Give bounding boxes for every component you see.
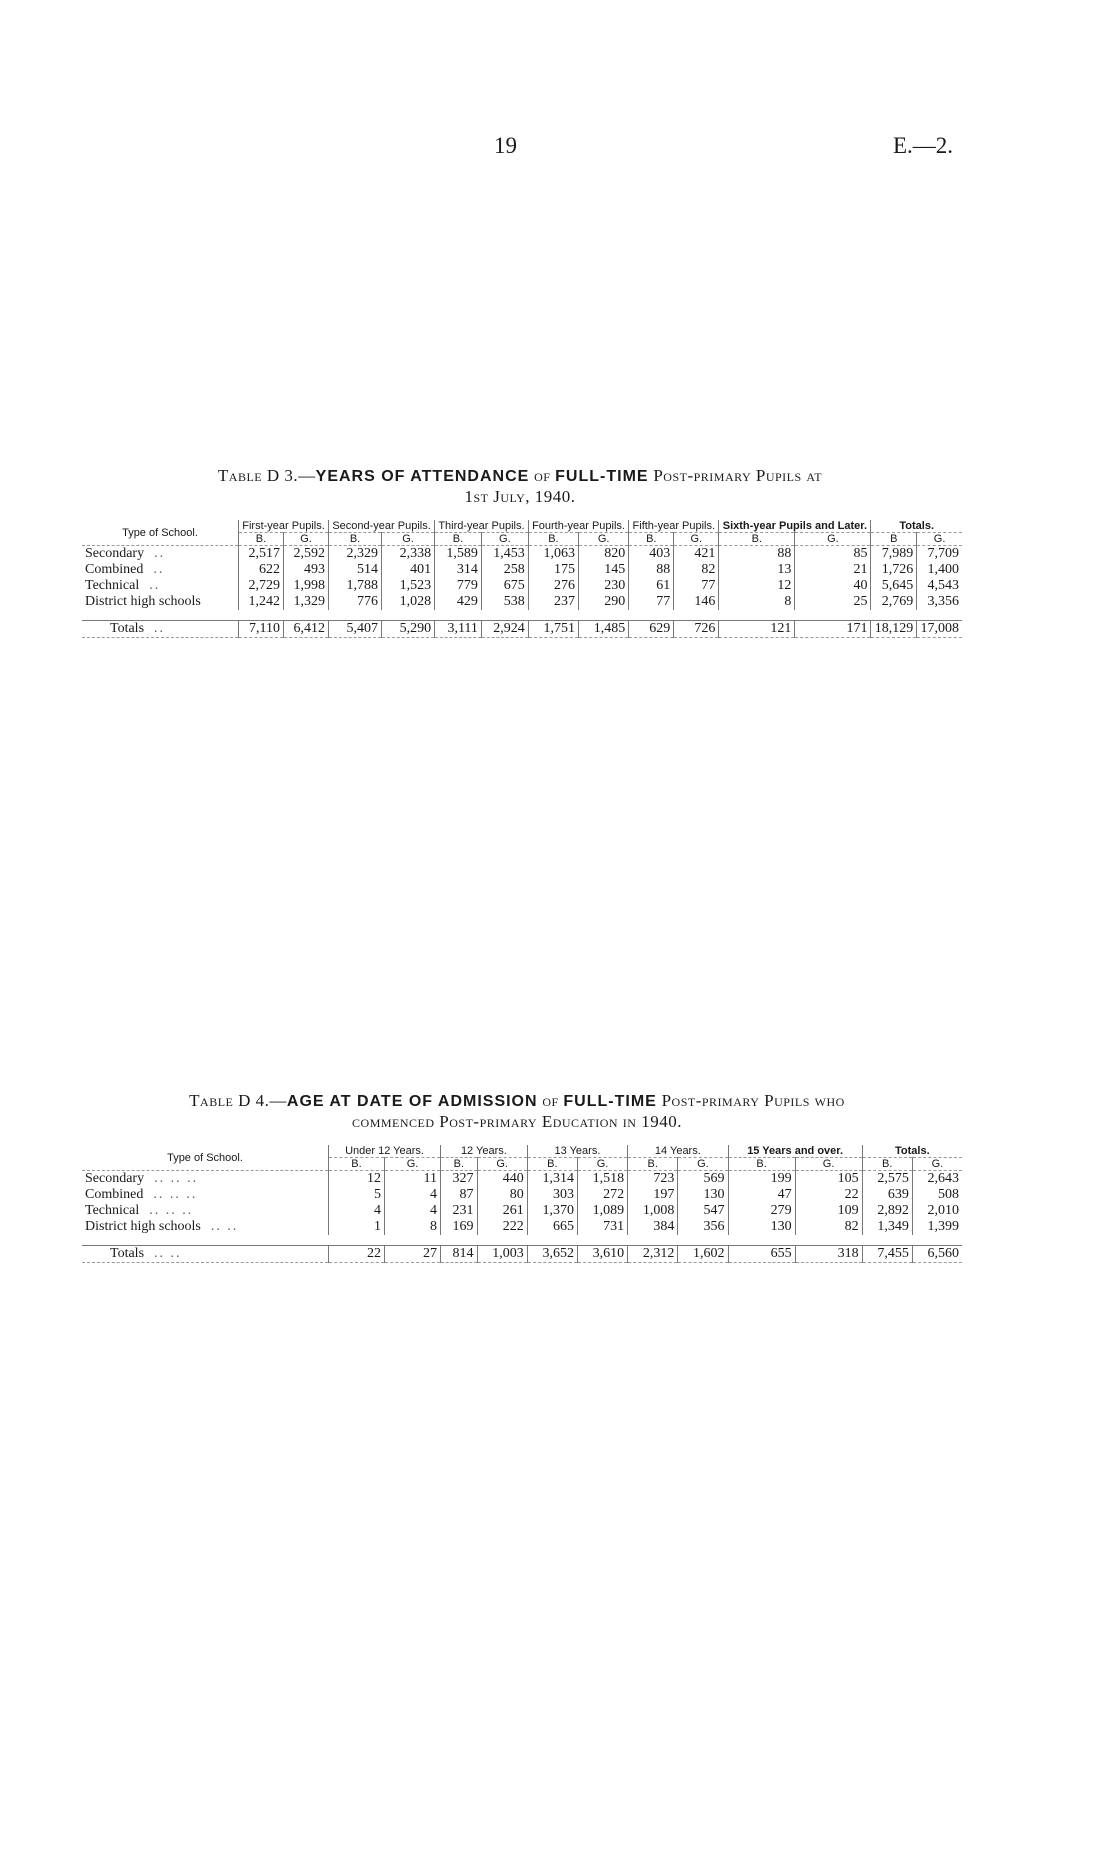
value-cell: 88 — [719, 546, 795, 563]
table-row — [82, 594, 962, 610]
value-cell: 7,709 — [917, 546, 962, 563]
group-header: 15 Years and over. — [728, 1145, 862, 1158]
value-cell: 814 — [441, 1246, 478, 1263]
value-cell: 77 — [629, 594, 674, 610]
title-line2: commenced Post-primary Education in 1940. — [352, 1112, 682, 1131]
value-cell: 1 — [329, 1219, 385, 1235]
sub-header-g: G. — [795, 533, 871, 546]
page-reference: E.—2. — [893, 133, 954, 158]
value-cell: 2,338 — [382, 546, 435, 563]
value-cell: 8 — [385, 1219, 441, 1235]
value-cell: 2,312 — [628, 1246, 678, 1263]
sub-header-g: G. — [917, 533, 962, 546]
sub-header-g: G. — [477, 1158, 527, 1171]
table-d3 — [82, 520, 962, 638]
sub-header-b: B. — [527, 1158, 577, 1171]
group-header: Totals. — [862, 1145, 962, 1158]
group-header: First-year Pupils. — [239, 520, 329, 533]
group-header: 12 Years. — [441, 1145, 528, 1158]
table-row — [82, 562, 962, 578]
table-d4-title — [82, 1091, 952, 1132]
value-cell: 622 — [239, 562, 284, 578]
value-cell: 356 — [678, 1219, 728, 1235]
value-cell: 7,455 — [862, 1246, 912, 1263]
value-cell: 384 — [628, 1219, 678, 1235]
value-cell: 4 — [329, 1203, 385, 1219]
value-cell: 105 — [795, 1171, 862, 1188]
value-cell: 199 — [728, 1171, 795, 1188]
type-of-school-header: Type of School. — [82, 1145, 329, 1171]
row-label-cell — [82, 1171, 329, 1188]
value-cell: 401 — [382, 562, 435, 578]
value-cell: 2,769 — [871, 594, 917, 610]
value-cell: 130 — [728, 1219, 795, 1235]
title-rest: Post-primary Pupils at — [653, 466, 823, 485]
value-cell: 87 — [441, 1187, 478, 1203]
value-cell: 169 — [441, 1219, 478, 1235]
value-cell: 272 — [577, 1187, 627, 1203]
value-cell: 22 — [329, 1246, 385, 1263]
group-header: 14 Years. — [628, 1145, 728, 1158]
value-cell: 17,008 — [917, 621, 962, 638]
value-cell: 6,412 — [284, 621, 329, 638]
row-label-cell — [82, 1219, 329, 1235]
value-cell: 1,998 — [284, 578, 329, 594]
row-label: Combined — [85, 562, 144, 577]
value-cell: 1,589 — [435, 546, 482, 563]
group-header: 13 Years. — [527, 1145, 627, 1158]
title-prefix: Table D 4.— — [189, 1091, 287, 1110]
value-cell: 27 — [385, 1246, 441, 1263]
value-cell: 1,370 — [527, 1203, 577, 1219]
group-header: Sixth-year Pupils and Later. — [719, 520, 871, 533]
value-cell: 1,314 — [527, 1171, 577, 1188]
value-cell: 1,726 — [871, 562, 917, 578]
value-cell: 723 — [628, 1171, 678, 1188]
value-cell: 11 — [385, 1171, 441, 1188]
value-cell: 1,602 — [678, 1246, 728, 1263]
table-row — [82, 1219, 962, 1235]
table-d4-body — [82, 1171, 962, 1263]
value-cell: 222 — [477, 1219, 527, 1235]
value-cell: 175 — [528, 562, 578, 578]
value-cell: 130 — [678, 1187, 728, 1203]
value-cell: 4,543 — [917, 578, 962, 594]
row-label: Totals — [110, 1246, 145, 1261]
value-cell: 327 — [441, 1171, 478, 1188]
value-cell: 279 — [728, 1203, 795, 1219]
value-cell: 1,400 — [917, 562, 962, 578]
value-cell: 2,592 — [284, 546, 329, 563]
row-label: Totals — [110, 621, 145, 636]
title-bold: YEARS OF ATTENDANCE — [315, 468, 530, 485]
row-label: Combined — [85, 1187, 144, 1202]
sub-header-g: G. — [382, 533, 435, 546]
leader-dots: .. .. .. — [154, 1171, 199, 1186]
value-cell: 4 — [385, 1187, 441, 1203]
sub-header-b: B. — [441, 1158, 478, 1171]
leader-dots: .. — [153, 562, 165, 577]
value-cell: 109 — [795, 1203, 862, 1219]
sub-header-b: B. — [628, 1158, 678, 1171]
value-cell: 547 — [678, 1203, 728, 1219]
value-cell: 22 — [795, 1187, 862, 1203]
spacer-row — [82, 1235, 962, 1246]
sub-header-b: B. — [329, 533, 382, 546]
value-cell: 655 — [728, 1246, 795, 1263]
sub-header-b: B. — [862, 1158, 912, 1171]
value-cell: 403 — [629, 546, 674, 563]
value-cell: 2,575 — [862, 1171, 912, 1188]
value-cell: 145 — [579, 562, 629, 578]
value-cell: 2,924 — [481, 621, 528, 638]
value-cell: 2,729 — [239, 578, 284, 594]
row-label-cell — [82, 1203, 329, 1219]
group-header: Totals. — [871, 520, 962, 533]
value-cell: 776 — [329, 594, 382, 610]
leader-dots: .. — [154, 546, 166, 561]
sub-header-g: G. — [795, 1158, 862, 1171]
sub-header-b: B. — [629, 533, 674, 546]
row-label-cell — [82, 1187, 329, 1203]
page-number: 19 — [494, 133, 517, 158]
value-cell: 639 — [862, 1187, 912, 1203]
value-cell: 2,010 — [912, 1203, 962, 1219]
group-header: Fourth-year Pupils. — [528, 520, 629, 533]
title-bold: AGE AT DATE OF ADMISSION — [286, 1093, 538, 1110]
value-cell: 121 — [719, 621, 795, 638]
value-cell: 569 — [678, 1171, 728, 1188]
value-cell: 290 — [579, 594, 629, 610]
sub-header-g: G. — [674, 533, 719, 546]
row-label-cell — [82, 621, 239, 638]
sub-header-b: B. — [435, 533, 482, 546]
value-cell: 1,003 — [477, 1246, 527, 1263]
value-cell: 1,349 — [862, 1219, 912, 1235]
value-cell: 514 — [329, 562, 382, 578]
value-cell: 40 — [795, 578, 871, 594]
value-cell: 440 — [477, 1171, 527, 1188]
value-cell: 779 — [435, 578, 482, 594]
value-cell: 261 — [477, 1203, 527, 1219]
value-cell: 726 — [674, 621, 719, 638]
value-cell: 3,111 — [435, 621, 482, 638]
sub-header-g: G. — [579, 533, 629, 546]
row-label-cell — [82, 594, 239, 610]
value-cell: 80 — [477, 1187, 527, 1203]
table-row — [82, 1171, 962, 1188]
table-row — [82, 578, 962, 594]
value-cell: 7,989 — [871, 546, 917, 563]
row-label-cell — [82, 1246, 329, 1263]
group-header: Under 12 Years. — [329, 1145, 441, 1158]
value-cell: 1,008 — [628, 1203, 678, 1219]
sub-header-g: G. — [577, 1158, 627, 1171]
value-cell: 230 — [579, 578, 629, 594]
value-cell: 1,523 — [382, 578, 435, 594]
value-cell: 1,453 — [481, 546, 528, 563]
value-cell: 77 — [674, 578, 719, 594]
value-cell: 3,652 — [527, 1246, 577, 1263]
row-label-cell — [82, 562, 239, 578]
group-header: Second-year Pupils. — [329, 520, 435, 533]
value-cell: 5,645 — [871, 578, 917, 594]
value-cell: 82 — [795, 1219, 862, 1235]
value-cell: 314 — [435, 562, 482, 578]
sub-header-b: B. — [719, 533, 795, 546]
leader-dots: .. .. .. — [149, 1203, 194, 1218]
leader-dots: .. — [154, 621, 166, 636]
group-header: Third-year Pupils. — [435, 520, 529, 533]
title-prefix: Table D 3.— — [217, 466, 316, 485]
value-cell: 1,485 — [579, 621, 629, 638]
title-bold: FULL-TIME — [555, 468, 649, 485]
value-cell: 276 — [528, 578, 578, 594]
row-label: Technical — [85, 578, 140, 593]
value-cell: 429 — [435, 594, 482, 610]
value-cell: 258 — [481, 562, 528, 578]
value-cell: 1,063 — [528, 546, 578, 563]
row-label-cell — [82, 546, 239, 563]
value-cell: 1,518 — [577, 1171, 627, 1188]
value-cell: 3,610 — [577, 1246, 627, 1263]
title-line2: 1st July, 1940. — [464, 487, 576, 506]
leader-dots: .. .. — [210, 1219, 239, 1234]
sub-header-g: G. — [284, 533, 329, 546]
sub-header-g: G. — [385, 1158, 441, 1171]
value-cell: 25 — [795, 594, 871, 610]
value-cell: 47 — [728, 1187, 795, 1203]
value-cell: 61 — [629, 578, 674, 594]
table-d4 — [82, 1145, 962, 1263]
value-cell: 82 — [674, 562, 719, 578]
value-cell: 1,242 — [239, 594, 284, 610]
value-cell: 85 — [795, 546, 871, 563]
value-cell: 3,356 — [917, 594, 962, 610]
value-cell: 629 — [629, 621, 674, 638]
value-cell: 8 — [719, 594, 795, 610]
group-header: Fifth-year Pupils. — [629, 520, 719, 533]
value-cell: 2,329 — [329, 546, 382, 563]
value-cell: 675 — [481, 578, 528, 594]
value-cell: 5 — [329, 1187, 385, 1203]
leader-dots: .. .. — [154, 1246, 182, 1261]
value-cell: 538 — [481, 594, 528, 610]
value-cell: 197 — [628, 1187, 678, 1203]
value-cell: 237 — [528, 594, 578, 610]
value-cell: 318 — [795, 1246, 862, 1263]
value-cell: 731 — [577, 1219, 627, 1235]
totals-row — [82, 621, 962, 638]
row-label: Secondary — [85, 1171, 145, 1186]
value-cell: 1,399 — [912, 1219, 962, 1235]
sub-header-g: G. — [912, 1158, 962, 1171]
table-d3-title — [80, 466, 960, 507]
value-cell: 4 — [385, 1203, 441, 1219]
value-cell: 5,407 — [329, 621, 382, 638]
value-cell: 7,110 — [239, 621, 284, 638]
value-cell: 493 — [284, 562, 329, 578]
sub-header-g: G. — [678, 1158, 728, 1171]
value-cell: 5,290 — [382, 621, 435, 638]
row-label: District high schools — [85, 1219, 201, 1234]
type-of-school-header: Type of School. — [82, 520, 239, 546]
value-cell: 2,517 — [239, 546, 284, 563]
spacer-cell — [82, 1235, 329, 1246]
leader-dots: .. .. .. — [153, 1187, 198, 1202]
value-cell: 21 — [795, 562, 871, 578]
value-cell: 820 — [579, 546, 629, 563]
value-cell: 665 — [527, 1219, 577, 1235]
title-bold: FULL-TIME — [563, 1093, 657, 1110]
value-cell: 6,560 — [912, 1246, 962, 1263]
value-cell: 88 — [629, 562, 674, 578]
table-row — [82, 1187, 962, 1203]
value-cell: 12 — [329, 1171, 385, 1188]
row-label: District high schools — [85, 594, 201, 609]
value-cell: 1,329 — [284, 594, 329, 610]
value-cell: 1,788 — [329, 578, 382, 594]
value-cell: 2,643 — [912, 1171, 962, 1188]
value-cell: 2,892 — [862, 1203, 912, 1219]
sub-header-b: B. — [239, 533, 284, 546]
title-of: of — [542, 1091, 559, 1110]
table-row — [82, 546, 962, 563]
row-label: Secondary — [85, 546, 145, 561]
sub-header-g: G. — [481, 533, 528, 546]
row-label-cell — [82, 578, 239, 594]
value-cell: 171 — [795, 621, 871, 638]
title-rest: Post-primary Pupils who — [661, 1091, 845, 1110]
value-cell: 146 — [674, 594, 719, 610]
title-of: of — [534, 466, 551, 485]
leader-dots: .. — [149, 578, 161, 593]
spacer-row — [82, 610, 962, 621]
sub-header-b: B. — [329, 1158, 385, 1171]
value-cell: 12 — [719, 578, 795, 594]
totals-row — [82, 1246, 962, 1263]
row-label: Technical — [85, 1203, 140, 1218]
value-cell: 1,089 — [577, 1203, 627, 1219]
value-cell: 18,129 — [871, 621, 917, 638]
table-row — [82, 1203, 962, 1219]
table-d3-body — [82, 546, 962, 638]
sub-header-b: B. — [728, 1158, 795, 1171]
value-cell: 508 — [912, 1187, 962, 1203]
value-cell: 1,028 — [382, 594, 435, 610]
value-cell: 231 — [441, 1203, 478, 1219]
spacer-cell — [82, 610, 239, 621]
value-cell: 1,751 — [528, 621, 578, 638]
value-cell: 421 — [674, 546, 719, 563]
value-cell: 303 — [527, 1187, 577, 1203]
sub-header-b: B — [871, 533, 917, 546]
sub-header-b: B. — [528, 533, 578, 546]
value-cell: 13 — [719, 562, 795, 578]
